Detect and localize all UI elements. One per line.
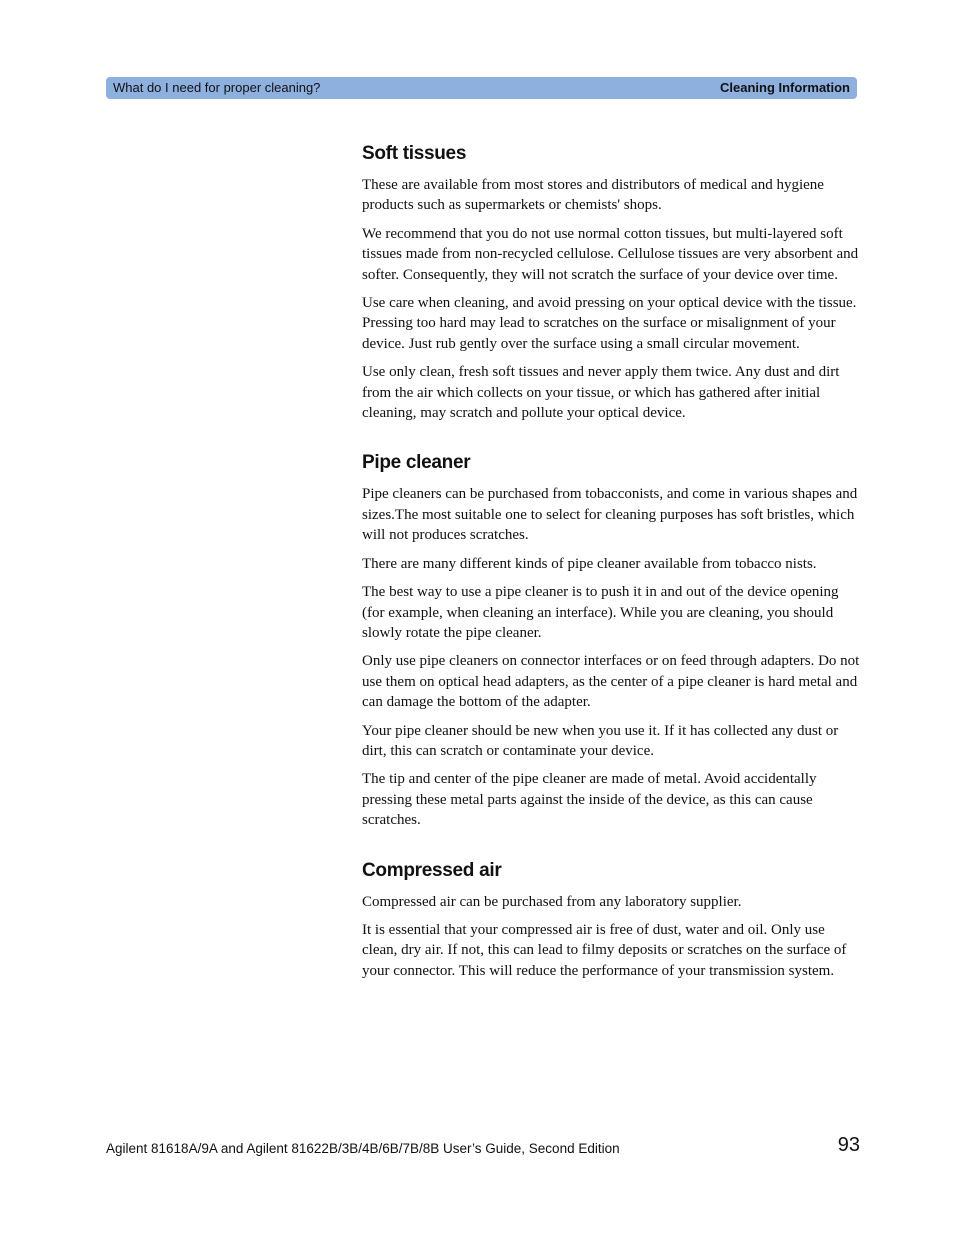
paragraph: Pipe cleaners can be purchased from tobacconists, and come in various shapes and sizes.The most suitable one to select for cleaning purposes has soft bristles, which will not produces scratches. — [362, 486, 858, 544]
footer-document-title: Agilent 81618A/9A and Agilent 81622B/3B/4B/6B/7B/8B User’s Guide, Second Edition — [106, 1141, 620, 1156]
section-heading: Soft tissues — [362, 143, 467, 164]
paragraph: Compressed air can be purchased from any laboratory supplier. — [362, 893, 742, 910]
section-pipe-cleaner — [362, 451, 860, 830]
paragraph: It is essential that your compressed air is free of dust, water and oil. Only use clean, dry air. If not, this can lead to filmy deposits or scratches on the surface of your connector. This will reduce the performance of your transmission system. — [362, 921, 847, 979]
section-compressed-air — [362, 859, 860, 982]
paragraph: Use care when cleaning, and avoid pressing on your optical device with the tissue. Pressing too hard may lead to scratches on the surface or misalignment of your device. Just rub gently over the surface using a small circular movement. — [362, 295, 857, 352]
page-number: 93 — [837, 1134, 860, 1156]
paragraph: Only use pipe cleaners on connector interfaces or on feed through adapters. Do not use them on optical head adapters, as the center of a pipe cleaner is hard metal and can damage the bottom of the adapter. — [362, 653, 860, 711]
header-bar — [106, 77, 857, 99]
section-heading: Compressed air — [362, 859, 502, 881]
paragraph: These are available from most stores and distributors of medical and hygiene products such as supermarkets or chemists' shops. — [362, 177, 824, 214]
section-heading: Pipe cleaner — [362, 452, 471, 474]
main-content — [362, 142, 860, 1009]
header-chapter-title: Cleaning Information — [720, 80, 850, 95]
paragraph: The tip and center of the pipe cleaner are made of metal. Avoid accidentally pressing these metal parts against the inside of the device, as this can cause scratches. — [362, 771, 817, 829]
header-section-title: What do I need for proper cleaning? — [113, 80, 321, 95]
paragraph: Use only clean, fresh soft tissues and never apply them twice. Any dust and dirt from the air which collects on your tissue, or which has gathered after initial cleaning, may scratch and pollute your optical device. — [362, 364, 840, 422]
paragraph: Your pipe cleaner should be new when you use it. If it has collected any dust or dirt, this can scratch or contaminate your device. — [362, 722, 839, 759]
paragraph: We recommend that you do not use normal cotton tissues, but multi-layered soft tissues made from non-recycled cellulose. Cellulose tissues are very absorbent and softer. Consequently, they will not scratch the surface of your device over time. — [362, 225, 859, 283]
section-soft-tissues — [362, 142, 860, 423]
paragraph: The best way to use a pipe cleaner is to push it in and out of the device opening (for example, when cleaning an interface). While you are cleaning, you should slowly rotate the pipe cleaner. — [362, 584, 839, 641]
paragraph: There are many different kinds of pipe cleaner available from tobacco nists. — [362, 555, 817, 572]
